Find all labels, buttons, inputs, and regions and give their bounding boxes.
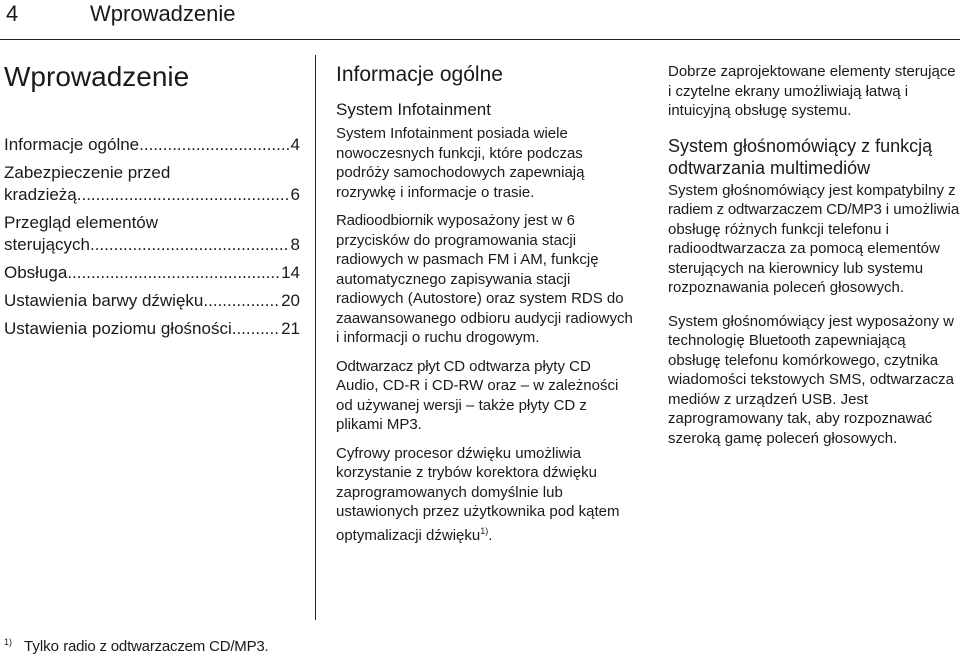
toc-label: Ustawienia poziomu głośności (4, 319, 232, 338)
page-number: 4 (6, 1, 19, 26)
toc-label: Ustawienia barwy dźwięku (4, 291, 204, 310)
toc-page: 4 (290, 135, 300, 154)
chapter-title: Wprowadzenie (4, 61, 190, 92)
paragraph: System głośnomówiący jest wyposażony w technologię Bluetooth zapewniającą obsługę telefonu komórkowego, czytnika wiadomości tekstowych SMS, odtwarzacza mediów z urządzeń USB. Jest zaprogramowany tak, aby rozpoznawać szeroką gamę poleceń głosowych. (668, 312, 954, 447)
toc-item[interactable] (4, 318, 300, 340)
footnote-marker: 1) (4, 637, 13, 647)
footnote: $^{1)}$ Tylko radio z odtwarzaczem CD/MP3. (4, 637, 269, 655)
subsection-title: System Infotainment (336, 100, 491, 119)
bold-term: Bluetooth (748, 332, 811, 349)
toc-label: kradzieżą (4, 185, 77, 204)
toc-label: Informacje ogólne (4, 135, 140, 154)
bold-term: Radioodbiornik (336, 212, 434, 229)
toc-page: 14 (281, 263, 300, 282)
section-title: Informacje ogólne (336, 63, 503, 86)
toc-label: sterujących (4, 235, 90, 254)
toc-page: 8 (290, 235, 300, 254)
bold-term: radio z odtwarzaczem CD/MP3 (63, 638, 265, 655)
toc-page: 6 (290, 185, 300, 204)
toc-item[interactable] (4, 162, 300, 206)
footnote-ref[interactable]: 1) (480, 525, 489, 536)
toc-label-line1: Zabezpieczenie przed (4, 163, 171, 182)
paragraph: Dobrze zaprojektowane elementy sterujące i czytelne ekrany umożliwiają łatwą i intuicyjną obsługę systemu. (668, 63, 956, 119)
main-column (336, 62, 636, 554)
toc-item[interactable] (4, 290, 300, 312)
paragraph: Cyfrowy procesor dźwięku umożliwia korzystanie z trybów korektora dźwięku zaprogramowanych domyślnie lub ustawionych przez użytkownika pod kątem optymalizacji dźwięku$^{1)}$. (336, 444, 620, 544)
paragraph: Radioodbiornik wyposażony jest w 6 przycisków do programowania stacji radiowych w pasmach FM i AM, funkcję automatycznego zapisywania stacji radiowych (Autostore) oraz system RDS do zaawansowanego odbioru audycji radiowych i informacji o ruchu drogowym. (336, 212, 633, 346)
right-column (668, 62, 960, 462)
paragraph: System głośnomówiący jest kompatybilny z radiem z odtwarzaczem CD/MP3 i umożliwia obsługę różnych funkcji telefonu i radioodtwarzacza za pomocą elementów sterujących na kierownicy lub systemu rozpoznawania poleceń głosowych. (668, 181, 960, 296)
page-header (0, 0, 960, 40)
bold-term: radiem z odtwarzaczem CD/MP3 (668, 201, 882, 218)
toc-column (4, 60, 300, 346)
subsection-title: System głośnomówiący z funkcją odtwarzania multimediów (668, 135, 933, 178)
table-of-contents (4, 134, 300, 340)
header-divider (0, 39, 960, 40)
paragraph: System Infotainment posiada wiele nowoczesnych funkcji, które podczas podróży samochodowych zapewniają rozrywkę i informacje o trasie. (336, 125, 585, 201)
toc-item[interactable] (4, 134, 300, 156)
toc-label-line1: Przegląd elementów (4, 213, 159, 232)
toc-page: 20 (281, 291, 300, 310)
toc-item[interactable] (4, 212, 300, 256)
paragraph: Odtwarzacz płyt CD odtwarza płyty CD Audio, CD-R i CD-RW oraz – w zależności od używanej wersji – także płyty CD z plikami MP3. (336, 357, 619, 433)
toc-item[interactable] (4, 262, 300, 284)
header-title: Wprowadzenie (90, 1, 236, 26)
toc-page: 21 (281, 319, 300, 338)
bold-term: Odtwarzacz płyt CD (336, 357, 465, 375)
toc-label: Obsługa (4, 263, 68, 282)
column-divider (315, 55, 316, 620)
